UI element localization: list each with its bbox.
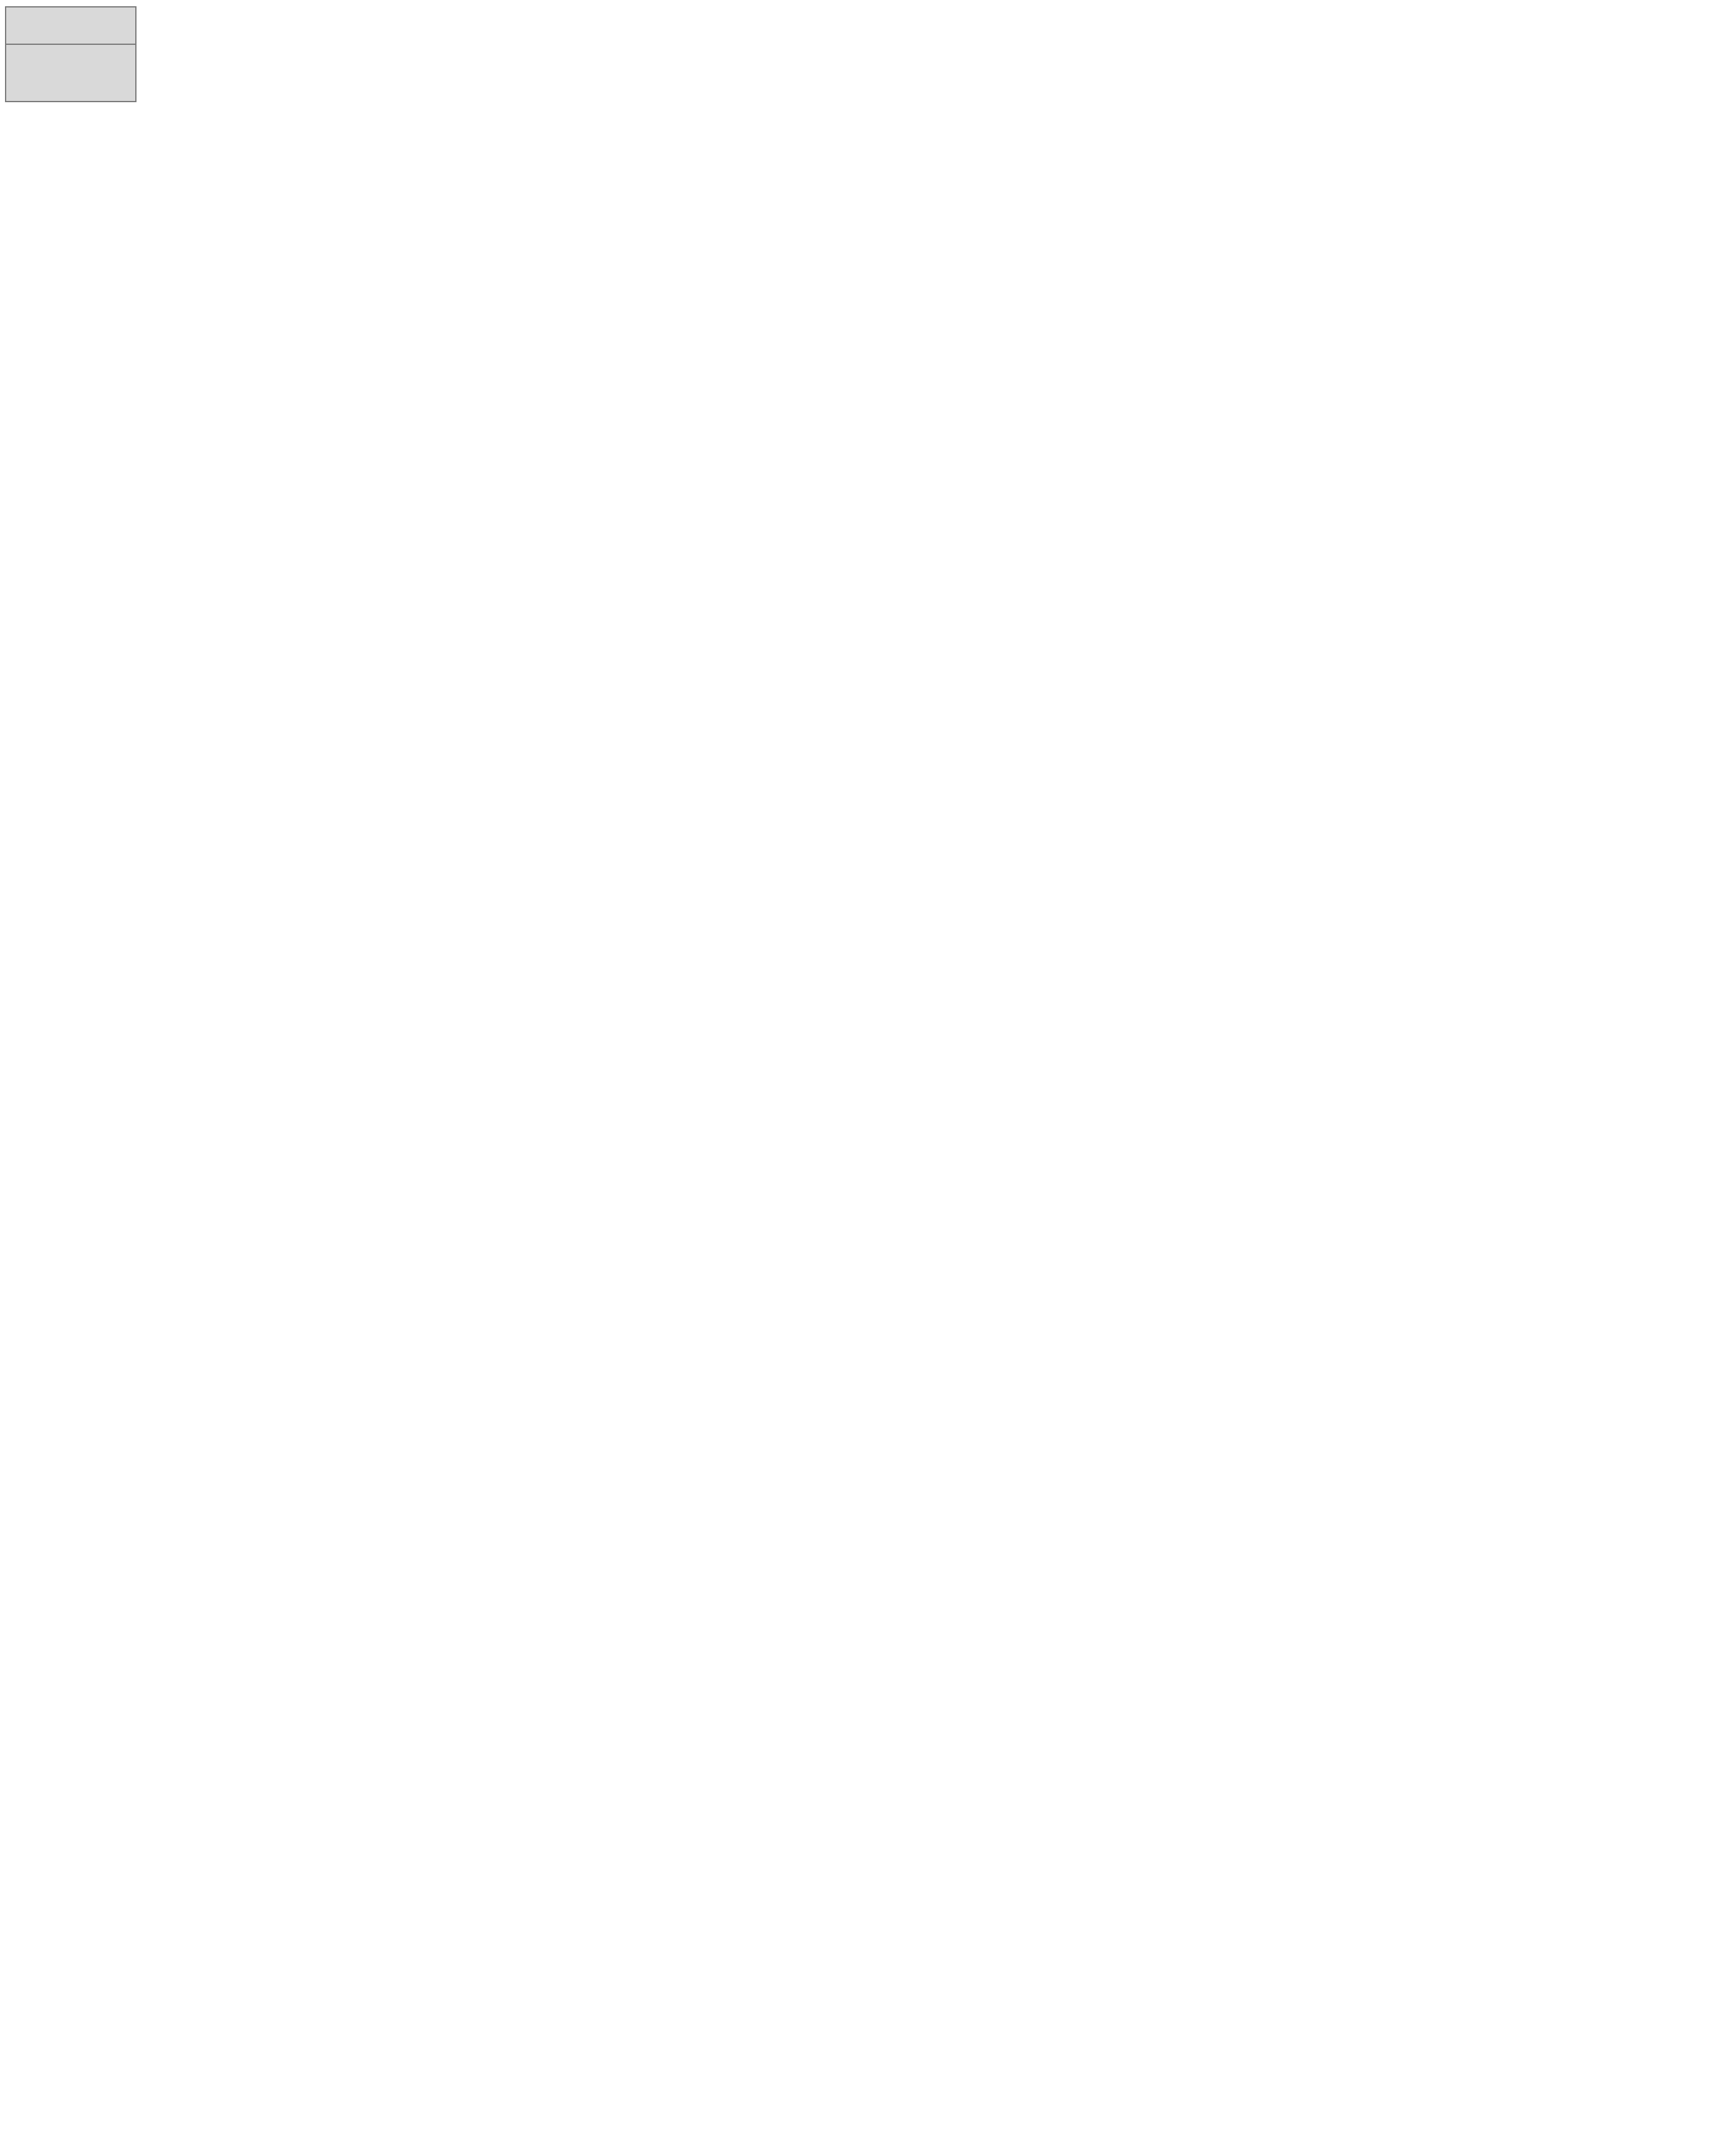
corner-cell [6,44,136,102]
group-header-row [6,7,1719,44]
tertile-header-row [6,44,1719,102]
table-container [5,6,1714,102]
baseline-characteristics-table [5,6,1719,102]
corner-cell [6,7,136,44]
